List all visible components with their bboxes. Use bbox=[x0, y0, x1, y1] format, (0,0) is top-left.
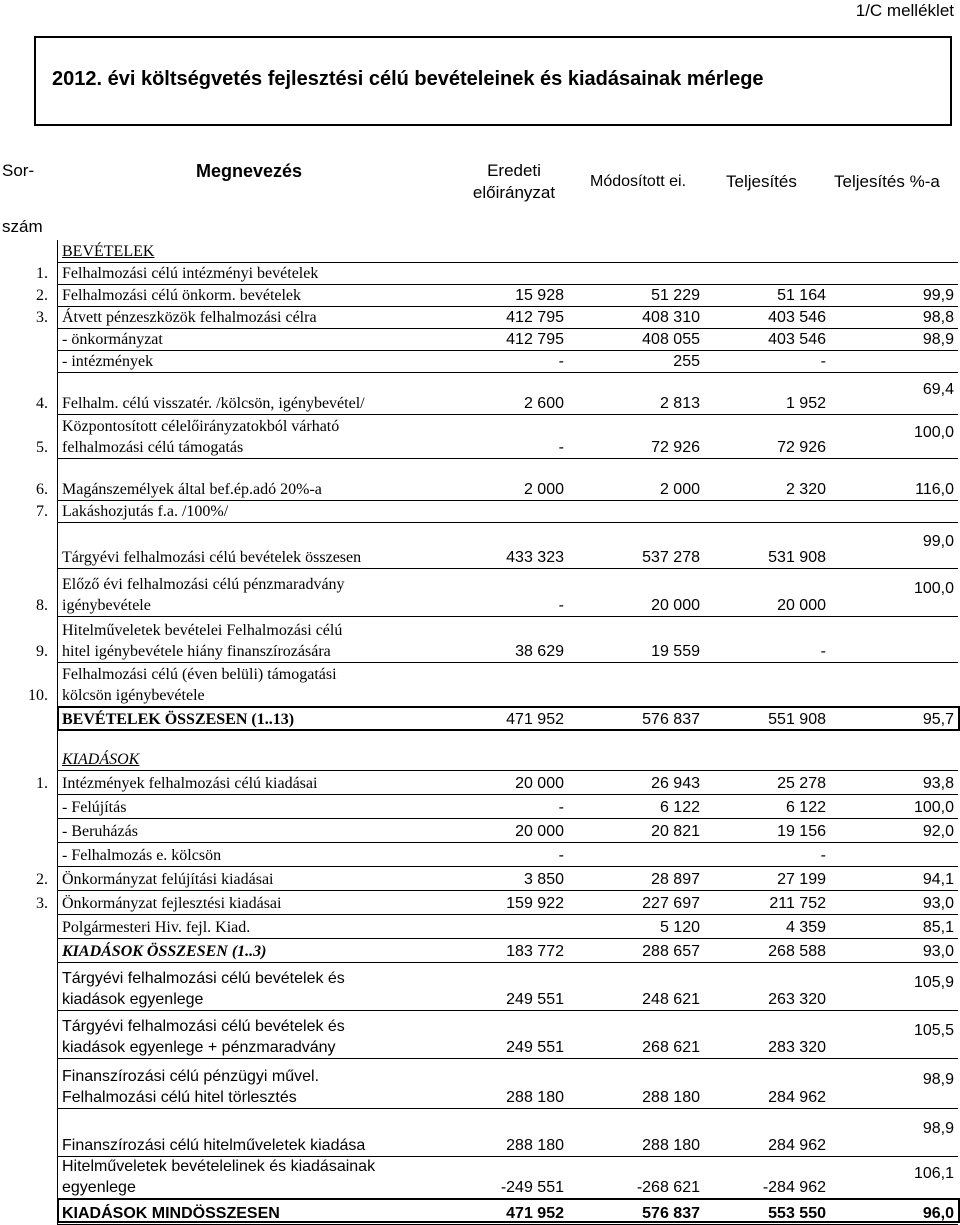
row-label: Finanszírozási célú pénzügyi művel. bbox=[62, 1068, 320, 1085]
performance-value: -284 962 bbox=[762, 1179, 826, 1196]
percent-value: 116,0 bbox=[915, 481, 954, 498]
performance-value: 268 588 bbox=[768, 943, 826, 960]
performance-value: 20 000 bbox=[777, 597, 826, 614]
row-number: 9. bbox=[36, 643, 48, 660]
row-divider bbox=[58, 458, 958, 459]
original-estimate-value: -249 551 bbox=[500, 1179, 564, 1196]
row-label: Központosított célelőirányzatokból várható bbox=[62, 418, 340, 435]
performance-value: 2 320 bbox=[785, 481, 826, 498]
original-estimate-value: 183 772 bbox=[506, 943, 564, 960]
row-number: 5. bbox=[36, 439, 48, 456]
performance-value: 211 752 bbox=[769, 895, 826, 912]
modified-estimate-value: 288 180 bbox=[642, 1089, 700, 1106]
row-label: - Felhalmozás e. kölcsön bbox=[62, 847, 222, 864]
percent-value: 105,9 bbox=[913, 974, 954, 991]
row-label: Tárgyévi felhalmozási célú bevételek és bbox=[62, 1018, 345, 1035]
performance-value: 72 926 bbox=[777, 439, 826, 456]
percent-value: 94,1 bbox=[922, 871, 954, 888]
table-row bbox=[0, 501, 960, 523]
row-number: 4. bbox=[36, 395, 48, 412]
grand-total-frame bbox=[57, 1198, 960, 1223]
percent-value: 98,9 bbox=[922, 1120, 954, 1137]
modified-estimate-value: 576 837 bbox=[642, 711, 700, 728]
row-label: Felhalmozási célú (éven belüli) támogatási bbox=[62, 666, 337, 683]
table-row bbox=[0, 373, 960, 415]
modified-estimate-value: 408 310 bbox=[642, 309, 700, 326]
row-label-continued: kiadások egyenlege bbox=[62, 991, 204, 1008]
percent-value: 69,4 bbox=[922, 381, 954, 398]
table-row bbox=[0, 351, 960, 373]
original-estimate-value: 249 551 bbox=[506, 1039, 564, 1056]
row-label-continued: igénybevétele bbox=[62, 597, 151, 614]
row-number: 2. bbox=[36, 871, 48, 888]
table-row bbox=[0, 415, 960, 459]
performance-value: 403 546 bbox=[768, 309, 826, 326]
page-title: 2012. évi költségvetés fejlesztési célú bevételeinek és kiadásainak mérlege bbox=[52, 68, 764, 90]
original-estimate-value: 471 952 bbox=[506, 1205, 564, 1222]
row-label: Előző évi felhalmozási célú pénzmaradvány bbox=[62, 576, 345, 593]
row-label-continued: kiadások egyenlege + pénzmaradvány bbox=[62, 1039, 336, 1056]
percent-value: 106,1 bbox=[913, 1165, 954, 1182]
modified-estimate-value: 288 180 bbox=[642, 1137, 700, 1154]
percent-value: 93,0 bbox=[922, 943, 954, 960]
modified-estimate-value: 28 897 bbox=[651, 871, 700, 888]
original-estimate-value: 471 952 bbox=[506, 711, 564, 728]
percent-value: 96,0 bbox=[922, 1205, 954, 1222]
performance-value: 553 550 bbox=[768, 1205, 826, 1222]
row-label: Felhalmozási célú intézményi bevételek bbox=[62, 265, 319, 282]
percent-value: 98,9 bbox=[922, 331, 954, 348]
modified-estimate-value: 72 926 bbox=[651, 439, 700, 456]
row-label: Önkormányzat felújítási kiadásai bbox=[62, 871, 274, 888]
header-orig-1: Eredeti bbox=[487, 161, 541, 180]
row-label: Magánszemélyek által bef.ép.adó 20%-a bbox=[62, 481, 322, 498]
performance-value: 25 278 bbox=[777, 775, 826, 792]
row-number: 6. bbox=[36, 481, 48, 498]
table-row bbox=[0, 1109, 960, 1157]
performance-value: 283 320 bbox=[768, 1039, 826, 1056]
percent-value: 93,8 bbox=[922, 775, 954, 792]
row-label: KIADÁSOK MINDÖSSZESEN bbox=[62, 1205, 280, 1222]
header-szam: szám bbox=[2, 217, 43, 236]
row-label-continued: hitel igénybevétele hiány finanszírozására bbox=[62, 643, 331, 660]
row-label: Finanszírozási célú hitelműveletek kiadása bbox=[62, 1137, 366, 1154]
performance-value: 551 908 bbox=[768, 711, 826, 728]
original-estimate-value: 249 551 bbox=[506, 991, 564, 1008]
modified-estimate-value: 19 559 bbox=[651, 643, 700, 660]
original-estimate-value: - bbox=[558, 799, 564, 816]
modified-estimate-value: 537 278 bbox=[642, 549, 700, 566]
original-estimate-value: 3 850 bbox=[523, 871, 564, 888]
row-number: 3. bbox=[36, 309, 48, 326]
performance-value: 403 546 bbox=[768, 331, 826, 348]
row-number: 3. bbox=[36, 895, 48, 912]
row-label: Felhalmozási célú önkorm. bevételek bbox=[62, 287, 302, 304]
percent-value: 100,0 bbox=[913, 424, 954, 441]
table-row bbox=[0, 963, 960, 1011]
performance-value: 19 156 bbox=[777, 823, 826, 840]
original-estimate-value: 412 795 bbox=[506, 309, 564, 326]
table-row bbox=[0, 939, 960, 963]
original-estimate-value: 288 180 bbox=[506, 1137, 564, 1154]
table-row bbox=[0, 1157, 960, 1199]
percent-value: 99,0 bbox=[922, 533, 954, 550]
modified-estimate-value: 255 bbox=[673, 353, 700, 370]
modified-estimate-value: 5 120 bbox=[659, 919, 700, 936]
modified-estimate-value: 51 229 bbox=[651, 287, 700, 304]
original-estimate-value: - bbox=[558, 847, 564, 864]
original-estimate-value: - bbox=[558, 439, 564, 456]
row-number: 1. bbox=[36, 265, 48, 282]
row-label: KIADÁSOK bbox=[62, 751, 140, 768]
row-label: Átvett pénzeszközök felhalmozási célra bbox=[62, 309, 317, 326]
original-estimate-value: - bbox=[558, 597, 564, 614]
table-row bbox=[0, 569, 960, 617]
modified-estimate-value: 20 000 bbox=[651, 597, 700, 614]
performance-value: - bbox=[820, 847, 826, 864]
performance-value: 4 359 bbox=[785, 919, 826, 936]
income-total-frame bbox=[57, 706, 960, 731]
percent-value: 85,1 bbox=[922, 919, 954, 936]
row-label: Önkormányzat fejlesztési kiadásai bbox=[62, 895, 282, 912]
percent-value: 93,0 bbox=[922, 895, 954, 912]
row-label: Lakáshozjutás f.a. /100%/ bbox=[62, 503, 229, 520]
row-label-continued: Felhalmozási célú hitel törlesztés bbox=[62, 1089, 297, 1106]
table-row bbox=[0, 1011, 960, 1059]
table-row bbox=[0, 617, 960, 663]
table-row bbox=[0, 1059, 960, 1109]
row-label: - intézmények bbox=[62, 353, 154, 370]
modified-estimate-value: 408 055 bbox=[642, 331, 700, 348]
modified-estimate-value: 288 657 bbox=[642, 943, 700, 960]
row-number: 8. bbox=[36, 597, 48, 614]
header-orig-2: előirányzat bbox=[472, 183, 556, 202]
table-row bbox=[0, 663, 960, 707]
table-row bbox=[0, 307, 960, 329]
row-label-continued: felhalmozási célú támogatás bbox=[62, 439, 244, 456]
table-row bbox=[0, 523, 960, 569]
percent-value: 100,0 bbox=[913, 799, 954, 816]
table-row bbox=[0, 867, 960, 891]
row-number: 10. bbox=[28, 687, 48, 704]
performance-value: - bbox=[820, 643, 826, 660]
header-performance: Teljesítés bbox=[726, 172, 797, 191]
original-estimate-value: 2 600 bbox=[523, 395, 564, 412]
row-label: Intézmények felhalmozási célú kiadásai bbox=[62, 775, 318, 792]
performance-value: 263 320 bbox=[768, 991, 826, 1008]
modified-estimate-value: 20 821 bbox=[651, 823, 700, 840]
modified-estimate-value: -268 621 bbox=[636, 1179, 700, 1196]
row-label: - Felújítás bbox=[62, 799, 127, 816]
performance-value: 284 962 bbox=[768, 1089, 826, 1106]
percent-value: 99,9 bbox=[922, 287, 954, 304]
row-label: Tárgyévi felhalmozási célú bevételek és bbox=[62, 970, 345, 987]
percent-value: 95,7 bbox=[922, 711, 954, 728]
original-estimate-value: 15 928 bbox=[515, 287, 564, 304]
title-box bbox=[34, 36, 952, 126]
percent-value: 92,0 bbox=[922, 823, 954, 840]
percent-value: 105,5 bbox=[913, 1022, 954, 1039]
row-label: BEVÉTELEK bbox=[62, 243, 155, 260]
percent-value: 98,8 bbox=[922, 309, 954, 326]
table-row bbox=[0, 329, 960, 351]
table-row bbox=[0, 771, 960, 795]
performance-value: 1 952 bbox=[785, 395, 826, 412]
table-row bbox=[0, 819, 960, 843]
original-estimate-value: 38 629 bbox=[515, 643, 564, 660]
modified-estimate-value: 576 837 bbox=[642, 1205, 700, 1222]
modified-estimate-value: 227 697 bbox=[642, 895, 700, 912]
original-estimate-value: 412 795 bbox=[506, 331, 564, 348]
row-label-continued: kölcsön igénybevétele bbox=[62, 687, 205, 704]
performance-value: 51 164 bbox=[777, 287, 826, 304]
table-row bbox=[0, 747, 960, 771]
original-estimate-value: 20 000 bbox=[515, 775, 564, 792]
percent-value: 100,0 bbox=[913, 580, 954, 597]
performance-value: 27 199 bbox=[777, 871, 826, 888]
original-estimate-value: - bbox=[558, 353, 564, 370]
header-sor: Sor- bbox=[2, 161, 35, 180]
table-row bbox=[0, 795, 960, 819]
original-estimate-value: 433 323 bbox=[506, 549, 564, 566]
table-row bbox=[0, 285, 960, 307]
header-percent: Teljesítés %-a bbox=[834, 172, 940, 191]
table-row bbox=[0, 891, 960, 915]
original-estimate-value: 159 922 bbox=[506, 895, 564, 912]
row-label: Hitelműveletek bevételelinek és kiadásainak bbox=[62, 1158, 376, 1175]
row-label: Hitelműveletek bevételei Felhalmozási célú bbox=[62, 622, 343, 639]
row-number: 2. bbox=[36, 287, 48, 304]
annex-label: 1/C melléklet bbox=[855, 1, 954, 20]
performance-value: - bbox=[820, 353, 826, 370]
row-label: - önkormányzat bbox=[62, 331, 163, 348]
row-number: 1. bbox=[36, 775, 48, 792]
row-label: Tárgyévi felhalmozási célú bevételek összesen bbox=[62, 549, 362, 566]
table-row bbox=[0, 843, 960, 867]
row-label: Polgármesteri Hiv. fejl. Kiad. bbox=[62, 919, 251, 936]
original-estimate-value: 288 180 bbox=[506, 1089, 564, 1106]
row-label: KIADÁSOK ÖSSZESEN (1..3) bbox=[62, 943, 267, 960]
row-label: BEVÉTELEK ÖSSZESEN (1..13) bbox=[62, 711, 295, 728]
row-label-continued: egyenlege bbox=[62, 1179, 136, 1196]
table-row bbox=[0, 477, 960, 501]
original-estimate-value: 20 000 bbox=[515, 823, 564, 840]
row-label: - Beruházás bbox=[62, 823, 138, 840]
table-row bbox=[0, 241, 960, 263]
table-row bbox=[0, 915, 960, 939]
row-label: Felhalm. célú visszatér. /kölcsön, igénybevétel/ bbox=[62, 395, 365, 412]
modified-estimate-value: 268 621 bbox=[642, 1039, 700, 1056]
header-modified: Módosított ei. bbox=[590, 173, 687, 190]
modified-estimate-value: 2 000 bbox=[659, 481, 700, 498]
performance-value: 6 122 bbox=[785, 799, 826, 816]
modified-estimate-value: 26 943 bbox=[651, 775, 700, 792]
original-estimate-value: 2 000 bbox=[523, 481, 564, 498]
performance-value: 284 962 bbox=[768, 1137, 826, 1154]
header-name: Megnevezés bbox=[196, 161, 303, 181]
modified-estimate-value: 6 122 bbox=[659, 799, 700, 816]
performance-value: 531 908 bbox=[768, 549, 826, 566]
row-number: 7. bbox=[36, 503, 48, 520]
modified-estimate-value: 248 621 bbox=[642, 991, 700, 1008]
modified-estimate-value: 2 813 bbox=[659, 395, 700, 412]
table-row bbox=[0, 263, 960, 285]
percent-value: 98,9 bbox=[922, 1071, 954, 1088]
